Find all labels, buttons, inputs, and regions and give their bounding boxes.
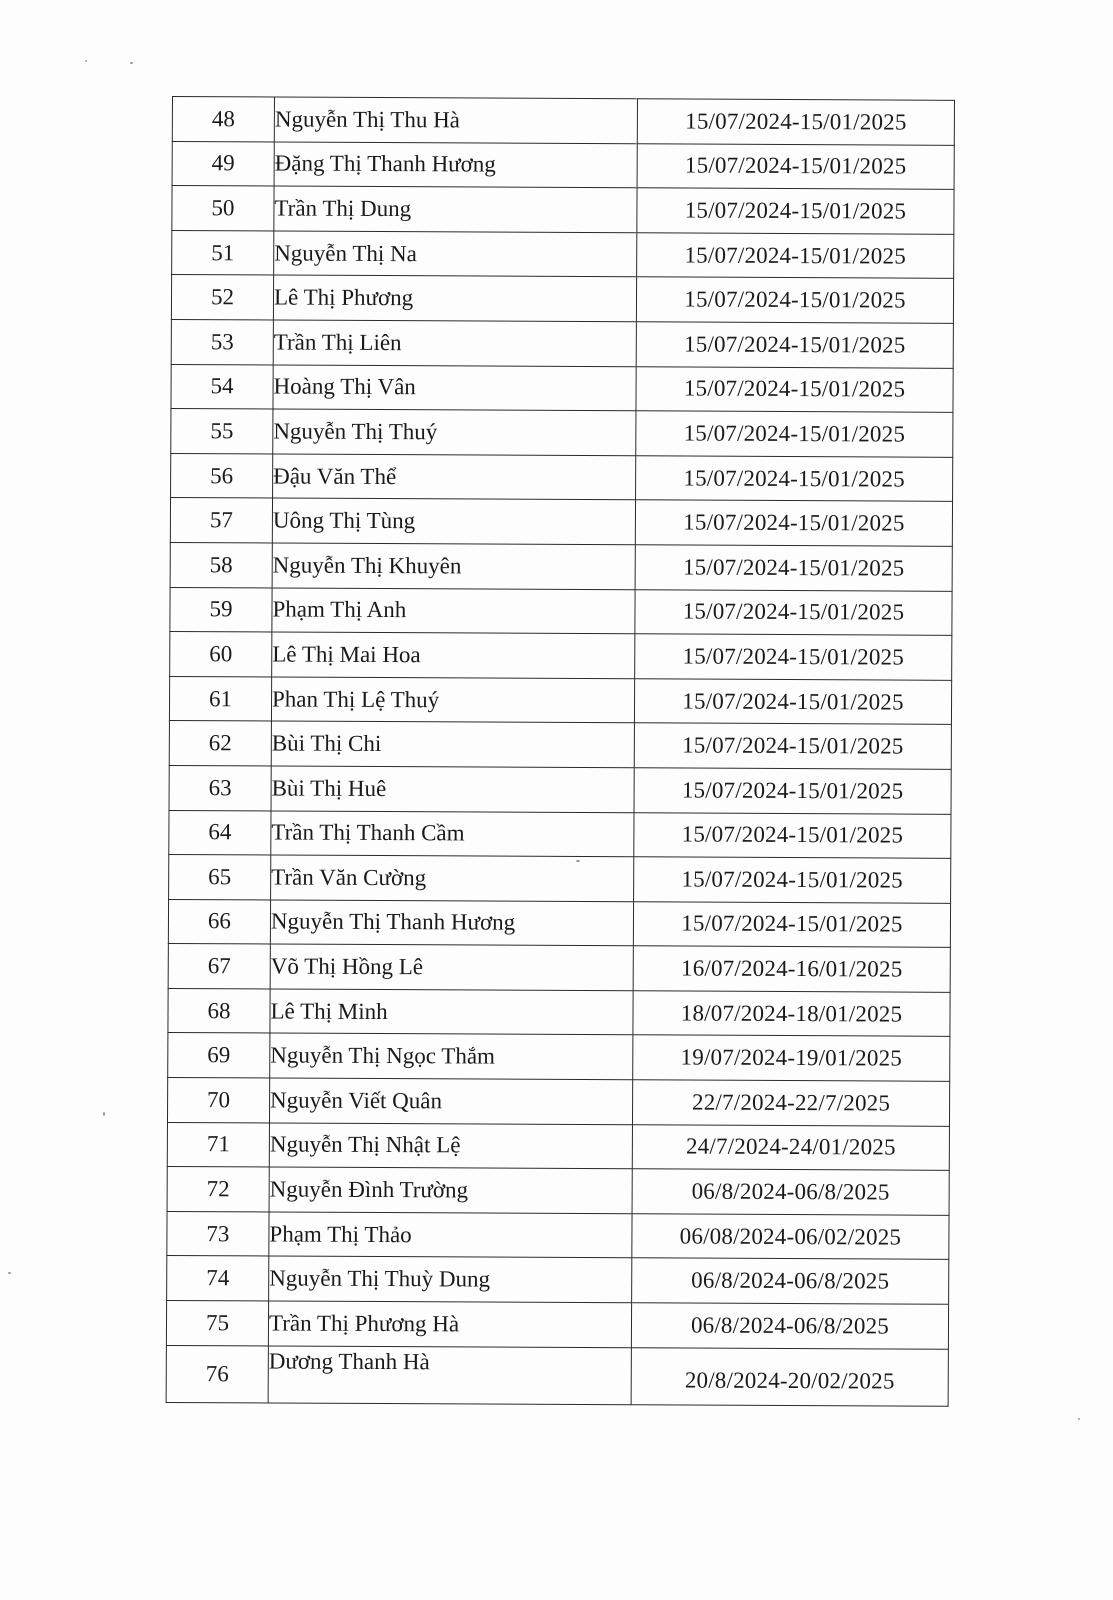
- row-number-cell: 58: [170, 542, 272, 587]
- employee-name-cell: Nguyễn Đình Trường: [269, 1167, 632, 1213]
- contract-period-cell: 15/07/2024-15/01/2025: [634, 768, 951, 814]
- table-row: [167, 1167, 949, 1215]
- contract-period-cell: 15/07/2024-15/01/2025: [634, 723, 951, 769]
- scan-speck: [8, 1272, 11, 1274]
- table-row: [169, 721, 951, 769]
- contract-period-cell: 06/8/2024-06/8/2025: [631, 1303, 948, 1349]
- row-number-cell: 61: [169, 676, 271, 721]
- scan-speck: [130, 62, 133, 64]
- employee-name-cell: Uông Thị Tùng: [272, 498, 635, 544]
- employee-name-cell: Đậu Văn Thể: [273, 454, 636, 500]
- row-number-cell: 55: [171, 409, 273, 454]
- contract-period-cell: 15/07/2024-15/01/2025: [635, 589, 952, 635]
- row-number-cell: 73: [167, 1211, 269, 1256]
- table-row: [167, 1122, 949, 1170]
- contract-period-cell: 19/07/2024-19/01/2025: [633, 1035, 950, 1081]
- employee-name-cell: Trần Thị Dung: [274, 186, 637, 232]
- row-number-cell: 57: [170, 498, 272, 543]
- contract-period-cell: 15/07/2024-15/01/2025: [635, 545, 952, 591]
- employee-name-cell: Trần Thị Thanh Cầm: [271, 810, 634, 856]
- employee-name-cell: Bùi Thị Huê: [271, 766, 634, 812]
- scan-speck: [85, 60, 87, 62]
- row-number-cell: 76: [166, 1345, 268, 1402]
- employee-name-cell: Trần Thị Phương Hà: [268, 1301, 631, 1347]
- row-number-cell: 49: [172, 141, 274, 186]
- employee-name-cell: Nguyễn Thị Thuỳ Dung: [269, 1256, 632, 1302]
- contract-period-cell: 22/7/2024-22/7/2025: [632, 1080, 949, 1126]
- row-number-cell: 66: [168, 899, 270, 944]
- contract-period-cell: 06/8/2024-06/8/2025: [632, 1258, 949, 1304]
- table-row: [167, 1256, 949, 1304]
- scan-speck: [1078, 1418, 1080, 1420]
- table-row: [169, 810, 951, 858]
- row-number-cell: 64: [169, 810, 271, 855]
- table-row: [170, 498, 952, 546]
- table-row: [166, 1345, 948, 1406]
- employee-name-cell: Nguyễn Thị Khuyên: [272, 543, 635, 589]
- employee-name-cell: Nguyễn Viết Quân: [269, 1078, 632, 1124]
- employee-name-cell: Phan Thị Lệ Thuý: [271, 677, 634, 723]
- table-row: [168, 1033, 950, 1081]
- row-number-cell: 60: [170, 632, 272, 677]
- employee-name-cell: Bùi Thị Chi: [271, 721, 634, 767]
- contract-period-cell: 15/07/2024-15/01/2025: [637, 188, 954, 234]
- contract-period-cell: 15/07/2024-15/01/2025: [637, 233, 954, 279]
- employee-name-cell: Lê Thị Mai Hoa: [272, 632, 635, 678]
- contract-period-cell: 15/07/2024-15/01/2025: [635, 500, 952, 546]
- row-number-cell: 75: [166, 1301, 268, 1346]
- roster-table-body: [166, 97, 954, 1406]
- employee-name-cell: Nguyễn Thị Thuý: [273, 409, 636, 455]
- employee-name-cell: Nguyễn Thị Thu Hà: [274, 97, 637, 143]
- employee-name-cell: Trần Thị Liên: [273, 320, 636, 366]
- contract-period-cell: 15/07/2024-15/01/2025: [634, 857, 951, 903]
- row-number-cell: 71: [167, 1122, 269, 1167]
- row-number-cell: 52: [171, 275, 273, 320]
- contract-period-cell: 15/07/2024-15/01/2025: [634, 812, 951, 858]
- table-row: [171, 275, 953, 323]
- contract-period-cell: 15/07/2024-15/01/2025: [634, 678, 951, 724]
- table-row: [170, 542, 952, 590]
- row-number-cell: 53: [171, 319, 273, 364]
- contract-period-cell: 15/07/2024-15/01/2025: [633, 901, 950, 947]
- table-row: [172, 141, 954, 189]
- employee-name-cell: Trần Văn Cường: [271, 855, 634, 901]
- row-number-cell: 72: [167, 1167, 269, 1212]
- table-row: [169, 855, 951, 903]
- table-row: [169, 676, 951, 724]
- table-row: [172, 186, 954, 234]
- employee-name-cell: Đặng Thị Thanh Hương: [274, 142, 637, 188]
- contract-period-cell: 06/08/2024-06/02/2025: [632, 1214, 949, 1260]
- contract-period-cell: 18/07/2024-18/01/2025: [633, 991, 950, 1037]
- table-row: [170, 587, 952, 635]
- row-number-cell: 62: [169, 721, 271, 766]
- table-row: [169, 765, 951, 813]
- row-number-cell: 51: [172, 230, 274, 275]
- table-row: [171, 364, 953, 412]
- employee-name-cell: Phạm Thị Anh: [272, 588, 635, 634]
- employee-name-cell: Lê Thị Phương: [273, 275, 636, 321]
- employee-name-cell: Phạm Thị Thảo: [269, 1212, 632, 1258]
- table-row: [168, 944, 950, 992]
- table-row: [166, 1301, 948, 1349]
- contract-period-cell: 15/07/2024-15/01/2025: [636, 456, 953, 502]
- table-row: [167, 1211, 949, 1259]
- employee-name-cell: Hoàng Thị Vân: [273, 365, 636, 411]
- employee-name-cell: Nguyễn Thị Ngọc Thắm: [270, 1033, 633, 1079]
- table-row: [172, 230, 954, 278]
- scan-speck: [576, 860, 580, 862]
- row-number-cell: 50: [172, 186, 274, 231]
- contract-period-cell: 15/07/2024-15/01/2025: [636, 366, 953, 412]
- table-row: [167, 1078, 949, 1126]
- employee-name-cell: Lê Thị Minh: [270, 989, 633, 1035]
- employee-name-cell: Dương Thanh Hà: [268, 1346, 631, 1405]
- row-number-cell: 69: [168, 1033, 270, 1078]
- employee-name-cell: Nguyễn Thị Thanh Hương: [270, 900, 633, 946]
- contract-period-cell: 15/07/2024-15/01/2025: [635, 634, 952, 680]
- contract-period-cell: 24/7/2024-24/01/2025: [632, 1124, 949, 1170]
- row-number-cell: 56: [171, 453, 273, 498]
- contract-period-cell: 15/07/2024-15/01/2025: [637, 143, 954, 189]
- row-number-cell: 67: [168, 944, 270, 989]
- row-number-cell: 48: [172, 97, 274, 142]
- employee-name-cell: Võ Thị Hồng Lê: [270, 944, 633, 990]
- contract-period-cell: 16/07/2024-16/01/2025: [633, 946, 950, 992]
- row-number-cell: 59: [170, 587, 272, 632]
- table-row: [171, 409, 953, 457]
- contract-period-cell: 15/07/2024-15/01/2025: [636, 277, 953, 323]
- table-row: [168, 899, 950, 947]
- table-row: [172, 97, 954, 145]
- table-row: [171, 453, 953, 501]
- row-number-cell: 74: [167, 1256, 269, 1301]
- scan-speck: [103, 1112, 105, 1116]
- row-number-cell: 68: [168, 988, 270, 1033]
- employee-name-cell: Nguyễn Thị Na: [274, 231, 637, 277]
- row-number-cell: 63: [169, 765, 271, 810]
- table-row: [171, 319, 953, 367]
- row-number-cell: 65: [169, 855, 271, 900]
- contract-period-cell: 06/8/2024-06/8/2025: [632, 1169, 949, 1215]
- contract-period-cell: 15/07/2024-15/01/2025: [636, 411, 953, 457]
- contract-period-cell: 15/07/2024-15/01/2025: [637, 99, 954, 145]
- table-row: [168, 988, 950, 1036]
- contract-period-cell: 15/07/2024-15/01/2025: [636, 322, 953, 368]
- row-number-cell: 70: [167, 1078, 269, 1123]
- row-number-cell: 54: [171, 364, 273, 409]
- roster-table: [166, 96, 955, 1406]
- employee-name-cell: Nguyễn Thị Nhật Lệ: [269, 1123, 632, 1169]
- contract-period-cell: 20/8/2024-20/02/2025: [631, 1347, 948, 1406]
- table-row: [170, 632, 952, 680]
